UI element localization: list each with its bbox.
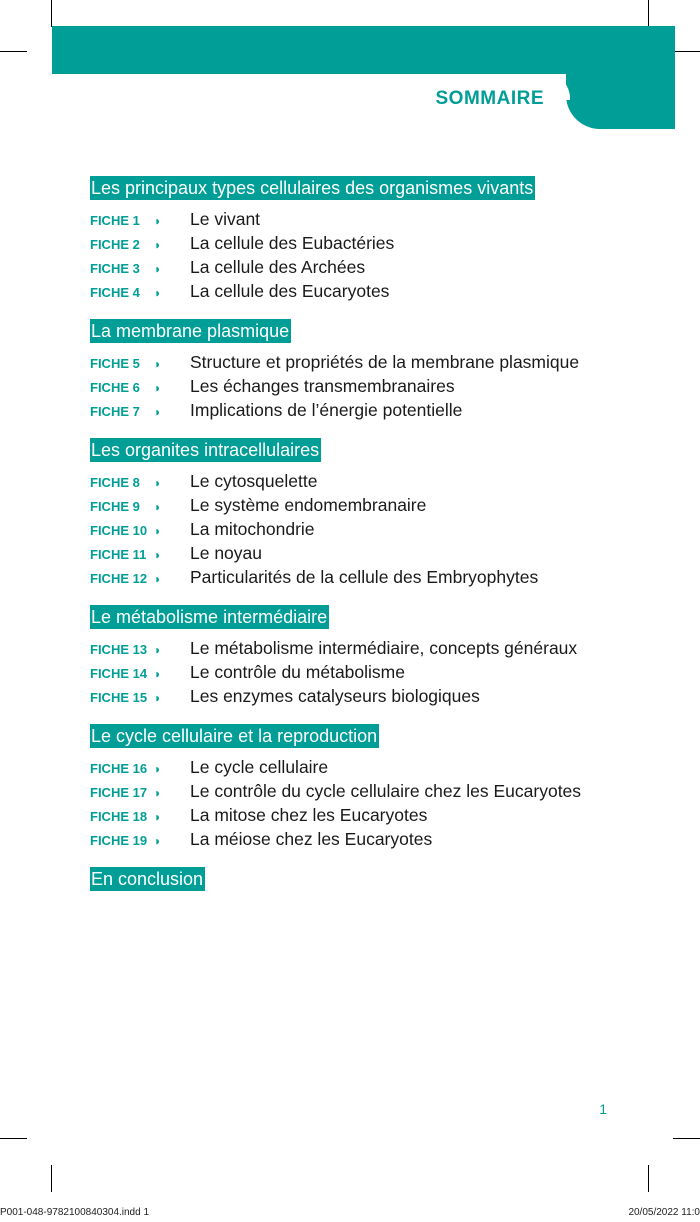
section-title: Les principaux types cellulaires des organismes vivants — [91, 178, 534, 198]
entry-title: Le noyau — [190, 543, 263, 563]
toc-entry — [90, 471, 650, 495]
half-circle-bullet-icon: ◗ — [154, 667, 162, 681]
half-circle-bullet-icon: ◗ — [154, 381, 162, 395]
half-circle-bullet-icon: ◗ — [154, 214, 162, 228]
half-circle-bullet-icon: ◗ — [154, 834, 162, 848]
half-circle-bullet-icon: ◗ — [154, 643, 162, 657]
half-circle-bullet-icon: ◗ — [154, 286, 162, 300]
entry-title: La mitochondrie — [190, 519, 315, 539]
fiche-label: FICHE 18 — [90, 809, 148, 824]
crop-mark — [51, 0, 52, 27]
toc-section — [90, 867, 650, 900]
fiche-label: FICHE 14 — [90, 666, 148, 681]
half-circle-bullet-icon: ◗ — [154, 691, 162, 705]
crop-mark — [673, 51, 700, 52]
half-circle-bullet-icon: ◗ — [154, 476, 162, 490]
fiche-label: FICHE 7 — [90, 404, 140, 419]
entry-title: Le cytosquelette — [190, 471, 318, 491]
entry-title: La cellule des Eucaryotes — [190, 281, 390, 301]
entry-title: Les enzymes catalyseurs biologiques — [190, 686, 480, 706]
fiche-label: FICHE 1 — [90, 213, 140, 228]
section-title: En conclusion — [91, 869, 204, 889]
toc-entry — [90, 805, 650, 829]
toc-entry — [90, 257, 650, 281]
crop-mark — [648, 1165, 649, 1192]
toc-entry — [90, 567, 650, 591]
page-title: SOMMAIRE — [435, 88, 544, 109]
entry-title: Structure et propriétés de la membrane plasmique — [190, 352, 580, 372]
entry-title: La méiose chez les Eucaryotes — [190, 829, 433, 849]
fiche-label: FICHE 6 — [90, 380, 140, 395]
half-circle-bullet-icon: ◗ — [154, 810, 162, 824]
toc-section — [90, 176, 650, 305]
half-circle-bullet-icon: ◗ — [154, 238, 162, 252]
toc-entry — [90, 376, 650, 400]
half-circle-bullet-icon: ◗ — [154, 500, 162, 514]
fiche-label: FICHE 15 — [90, 690, 148, 705]
entry-title: La cellule des Archées — [190, 257, 366, 277]
half-circle-bullet-icon: ◗ — [154, 572, 162, 586]
toc-section — [90, 605, 650, 710]
half-circle-bullet-icon: ◗ — [154, 786, 162, 800]
entry-title: Le métabolisme intermédiaire, concepts généraux — [190, 638, 578, 658]
half-circle-bullet-icon: ◗ — [154, 524, 162, 538]
fiche-label: FICHE 3 — [90, 261, 140, 276]
toc-entry — [90, 662, 650, 686]
entry-title: Le contrôle du cycle cellulaire chez les Eucaryotes — [190, 781, 582, 801]
fiche-label: FICHE 13 — [90, 642, 148, 657]
fiche-label: FICHE 2 — [90, 237, 140, 252]
half-circle-bullet-icon: ◗ — [154, 262, 162, 276]
entry-title: La cellule des Eubactéries — [190, 233, 395, 253]
toc-entry — [90, 638, 650, 662]
toc-entry — [90, 495, 650, 519]
toc-entry — [90, 209, 650, 233]
section-title: Le cycle cellulaire et la reproduction — [91, 726, 378, 746]
crop-mark — [673, 1138, 700, 1139]
toc-entry — [90, 543, 650, 567]
footer-date: 20/05/2022 11:0 — [628, 1207, 700, 1218]
crop-mark — [0, 51, 27, 52]
crop-mark — [648, 0, 649, 27]
fiche-label: FICHE 12 — [90, 571, 148, 586]
fiche-label: FICHE 5 — [90, 356, 140, 371]
toc-entry — [90, 686, 650, 710]
toc-entry — [90, 352, 650, 376]
page-number: 1 — [599, 1101, 607, 1117]
toc-section — [90, 319, 650, 424]
fiche-label: FICHE 16 — [90, 761, 148, 776]
header-tab — [566, 70, 675, 129]
entry-title: Le contrôle du métabolisme — [190, 662, 405, 682]
half-circle-bullet-icon: ◗ — [154, 357, 162, 371]
section-title: Les organites intracellulaires — [91, 440, 320, 460]
fiche-label: FICHE 11 — [90, 547, 147, 562]
entry-title: Les échanges transmembranaires — [190, 376, 455, 396]
toc-entry — [90, 281, 650, 305]
toc-section — [90, 724, 650, 853]
footer-file-name: P001-048-9782100840304.indd 1 — [0, 1207, 150, 1218]
half-circle-bullet-icon: ◗ — [154, 762, 162, 776]
section-title: La membrane plasmique — [91, 321, 290, 341]
toc-entry — [90, 233, 650, 257]
toc-entry — [90, 757, 650, 781]
fiche-label: FICHE 9 — [90, 499, 140, 514]
entry-title: Le vivant — [190, 209, 261, 229]
entry-title: Le cycle cellulaire — [190, 757, 329, 777]
toc-entry — [90, 400, 650, 424]
toc-entry — [90, 519, 650, 543]
fiche-label: FICHE 4 — [90, 285, 140, 300]
toc-entry — [90, 781, 650, 805]
crop-mark — [51, 1165, 52, 1192]
section-title: Le métabolisme intermédiaire — [91, 607, 328, 627]
fiche-label: FICHE 17 — [90, 785, 148, 800]
entry-title: La mitose chez les Eucaryotes — [190, 805, 428, 825]
fiche-label: FICHE 19 — [90, 833, 148, 848]
fiche-label: FICHE 10 — [90, 523, 148, 538]
half-circle-bullet-icon: ◗ — [154, 548, 162, 562]
toc-entry — [90, 829, 650, 853]
toc-section — [90, 438, 650, 591]
table-of-contents — [90, 176, 650, 914]
entry-title: Le système endomembranaire — [190, 495, 427, 515]
crop-mark — [0, 1138, 27, 1139]
fiche-label: FICHE 8 — [90, 475, 140, 490]
entry-title: Particularités de la cellule des Embryophytes — [190, 567, 539, 587]
half-circle-bullet-icon: ◗ — [154, 405, 162, 419]
entry-title: Implications de l’énergie potentielle — [190, 400, 463, 420]
header-band — [52, 26, 675, 74]
